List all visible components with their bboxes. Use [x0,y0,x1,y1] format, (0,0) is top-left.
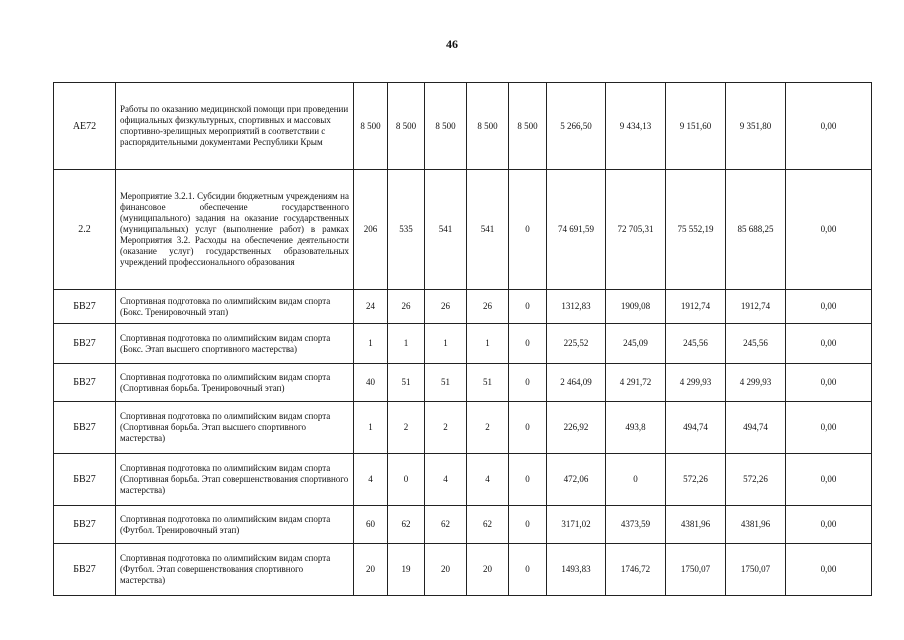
row-value: 225,52 [547,324,606,364]
row-value: 20 [354,544,388,596]
row-value: 4381,96 [666,506,726,544]
row-value: 0 [509,170,547,290]
row-value: 0 [388,454,425,506]
row-value: 206 [354,170,388,290]
row-value: 72 705,31 [606,170,666,290]
row-value: 26 [388,290,425,324]
row-value: 1750,07 [666,544,726,596]
row-description: Спортивная подготовка по олимпийским видам спорта (Футбол. Тренировочный этап) [116,506,354,544]
row-value: 40 [354,364,388,402]
row-value: 0,00 [786,506,872,544]
row-description: Работы по оказанию медицинской помощи при проведении официальных физкультурных, спортивных и массовых спортивно-зрелищных мероприятий в соответствии с распорядительными документами Республики Крым [116,83,354,170]
row-value: 8 500 [354,83,388,170]
table-row [54,454,872,506]
row-description: Спортивная подготовка по олимпийским видам спорта (Бокс. Тренировочный этап) [116,290,354,324]
table-body [54,83,872,596]
row-value: 1750,07 [726,544,786,596]
row-value: 245,56 [726,324,786,364]
row-code: БВ27 [54,364,116,402]
row-value: 494,74 [666,402,726,454]
row-value: 62 [467,506,509,544]
row-value: 0 [509,454,547,506]
row-value: 51 [467,364,509,402]
row-value: 0 [509,506,547,544]
row-value: 1746,72 [606,544,666,596]
row-description: Спортивная подготовка по олимпийским видам спорта (Спортивная борьба. Тренировочный этап) [116,364,354,402]
row-code: 2.2 [54,170,116,290]
row-value: 20 [425,544,467,596]
row-value: 26 [425,290,467,324]
row-value: 4373,59 [606,506,666,544]
row-value: 0 [509,544,547,596]
row-value: 0,00 [786,454,872,506]
row-value: 535 [388,170,425,290]
row-value: 245,56 [666,324,726,364]
row-description: Спортивная подготовка по олимпийским видам спорта (Спортивная борьба. Этап совершенствования спортивного мастерства) [116,454,354,506]
row-value: 541 [425,170,467,290]
table-row [54,83,872,170]
row-value: 3171,02 [547,506,606,544]
row-value: 5 266,50 [547,83,606,170]
row-value: 4 291,72 [606,364,666,402]
table-row [54,290,872,324]
row-value: 0,00 [786,324,872,364]
budget-table [53,82,872,596]
row-value: 0,00 [786,83,872,170]
row-value: 0,00 [786,364,872,402]
row-value: 1 [467,324,509,364]
row-value: 1312,83 [547,290,606,324]
row-value: 1912,74 [726,290,786,324]
row-value: 4 [354,454,388,506]
row-value: 74 691,59 [547,170,606,290]
row-value: 85 688,25 [726,170,786,290]
row-value: 0,00 [786,402,872,454]
row-value: 0 [606,454,666,506]
row-value: 51 [388,364,425,402]
row-value: 9 151,60 [666,83,726,170]
row-value: 572,26 [666,454,726,506]
row-value: 1493,83 [547,544,606,596]
row-value: 4381,96 [726,506,786,544]
row-value: 9 351,80 [726,83,786,170]
row-description: Спортивная подготовка по олимпийским видам спорта (Спортивная борьба. Этап высшего спортивного мастерства) [116,402,354,454]
row-value: 8 500 [425,83,467,170]
table-row [54,544,872,596]
row-value: 2 [388,402,425,454]
row-code: БВ27 [54,544,116,596]
row-value: 60 [354,506,388,544]
row-value: 541 [467,170,509,290]
table-row [54,364,872,402]
row-value: 26 [467,290,509,324]
row-value: 75 552,19 [666,170,726,290]
row-value: 4 [467,454,509,506]
row-value: 8 500 [388,83,425,170]
row-value: 1912,74 [666,290,726,324]
row-value: 572,26 [726,454,786,506]
row-description: Спортивная подготовка по олимпийским видам спорта (Бокс. Этап высшего спортивного мастерства) [116,324,354,364]
row-value: 2 464,09 [547,364,606,402]
row-value: 0 [509,402,547,454]
row-value: 493,8 [606,402,666,454]
row-value: 8 500 [509,83,547,170]
row-value: 0,00 [786,544,872,596]
row-value: 1909,08 [606,290,666,324]
row-value: 245,09 [606,324,666,364]
row-value: 1 [425,324,467,364]
row-description: Спортивная подготовка по олимпийским видам спорта (Футбол. Этап совершенствования спортивного мастерства) [116,544,354,596]
row-value: 2 [425,402,467,454]
row-value: 2 [467,402,509,454]
row-value: 0 [509,324,547,364]
page-number: 46 [446,37,458,51]
row-code: БВ27 [54,506,116,544]
row-description: Мероприятие 3.2.1. Субсидии бюджетным учреждениям на финансовое обеспечение государственного (муниципального) задания на оказание государственных (муниципальных) услуг (выполнение работ) в рамках Мероприятия 3.2. Расходы на обеспечение деятельности (оказание услуг) государственных образовательных учреждений профессионального образования [116,170,354,290]
table-row [54,506,872,544]
row-value: 0,00 [786,170,872,290]
row-code: БВ27 [54,402,116,454]
row-value: 19 [388,544,425,596]
row-value: 9 434,13 [606,83,666,170]
row-value: 4 [425,454,467,506]
row-value: 0 [509,364,547,402]
table-row [54,324,872,364]
row-value: 20 [467,544,509,596]
row-value: 4 299,93 [666,364,726,402]
row-value: 4 299,93 [726,364,786,402]
row-value: 62 [425,506,467,544]
row-value: 1 [354,402,388,454]
row-value: 51 [425,364,467,402]
row-value: 0,00 [786,290,872,324]
row-value: 8 500 [467,83,509,170]
row-value: 1 [388,324,425,364]
row-value: 24 [354,290,388,324]
row-code: БВ27 [54,454,116,506]
row-code: БВ27 [54,324,116,364]
row-code: БВ27 [54,290,116,324]
row-value: 1 [354,324,388,364]
row-value: 226,92 [547,402,606,454]
row-value: 62 [388,506,425,544]
row-value: 494,74 [726,402,786,454]
table-row [54,402,872,454]
table-row [54,170,872,290]
row-value: 0 [509,290,547,324]
row-code: АЕ72 [54,83,116,170]
row-value: 472,06 [547,454,606,506]
